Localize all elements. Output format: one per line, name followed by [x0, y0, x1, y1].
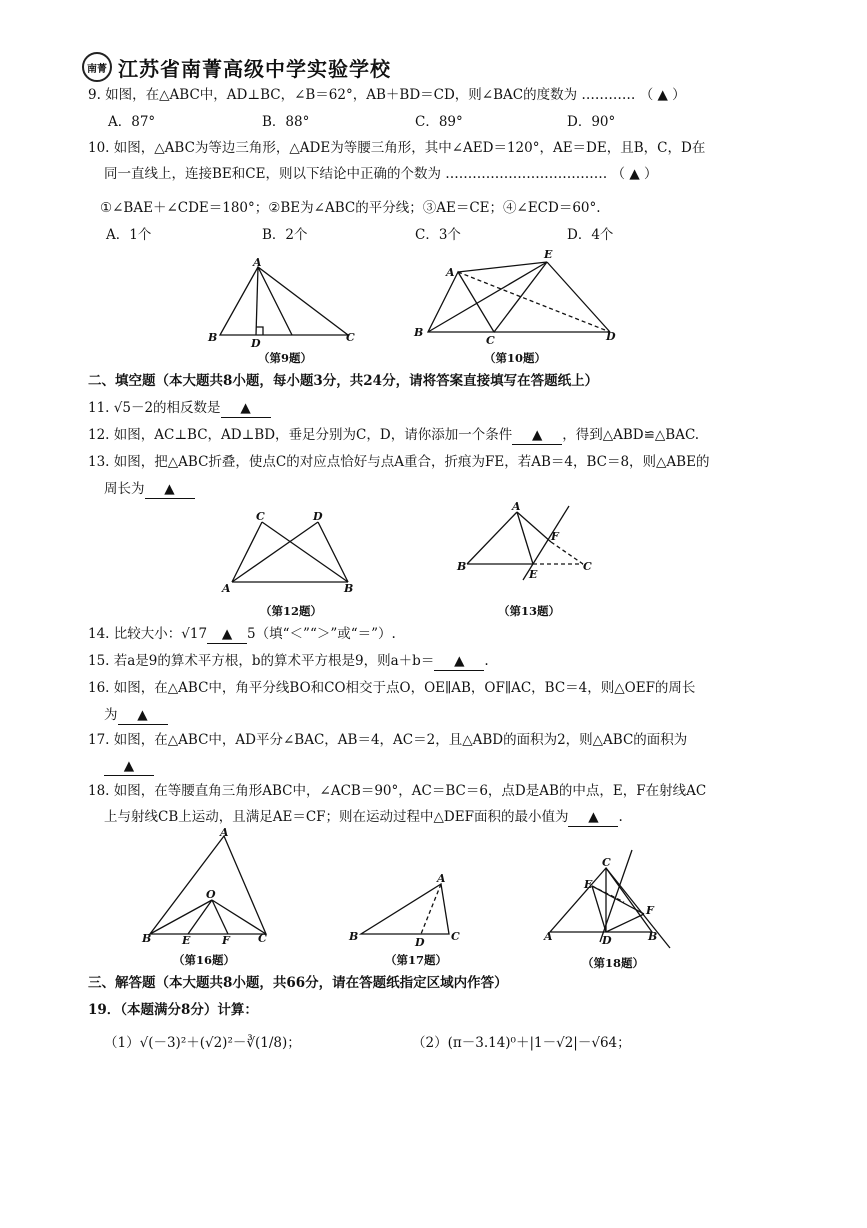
figure-17	[345, 872, 470, 947]
svg-text:E: E	[544, 248, 553, 261]
q18-stem-2: 上与射线CB上运动，且满足AE＝CF；则在运动过程中△DEF面积的最小值为	[104, 809, 569, 825]
section-2-heading: 二、填空题（本大题共8小题，每小题3分，共24分，请将答案直接填写在答题纸上）	[88, 373, 599, 389]
figure-17-caption: （第17题）	[385, 953, 448, 967]
q11-stem: 11. √5－2的相反数是	[88, 400, 221, 416]
svg-text:B: B	[208, 331, 218, 344]
figure-10	[410, 250, 620, 350]
q14-tail: 5（填“＜”“＞”或“＝”）.	[247, 626, 396, 642]
q12-answer-blank[interactable]: ▲	[512, 426, 562, 445]
svg-text:C: C	[451, 930, 460, 943]
q16-answer-blank[interactable]: ▲	[118, 706, 168, 725]
svg-text:A: A	[220, 826, 229, 839]
svg-text:F: F	[222, 934, 230, 947]
q13-stem: 13. 如图，把△ABC折叠，使点C的对应点恰好与点A重合，折痕为FE，若AB＝4，BC＝8，则△ABE的	[88, 454, 710, 470]
q19-part-1: （1）√(－3)²＋(√2)²－∛(1/8)；	[104, 1035, 301, 1051]
svg-text:A: A	[253, 256, 262, 269]
section-3-heading: 三、解答题（本大题共8小题，共66分，请在答题纸指定区域内作答）	[88, 975, 508, 991]
figure-12	[220, 510, 360, 595]
q13-answer-blank[interactable]: ▲	[145, 480, 195, 499]
svg-text:B: B	[414, 326, 424, 339]
svg-text:A: A	[437, 872, 446, 885]
figure-16-caption: （第16题）	[173, 953, 236, 967]
svg-text:B: B	[349, 930, 359, 943]
q16-line2	[104, 706, 168, 725]
svg-text:C: C	[583, 560, 592, 573]
figure-18	[540, 848, 680, 948]
q13-stem-2: 周长为	[104, 481, 145, 497]
q14	[88, 625, 396, 644]
svg-text:E: E	[584, 878, 593, 891]
svg-text:B: B	[344, 582, 354, 595]
svg-text:D: D	[602, 934, 612, 947]
q14-stem: 14. 比较大小：√17	[88, 626, 208, 642]
q9-option-a: A．87°	[108, 114, 156, 130]
svg-text:B: B	[648, 930, 658, 943]
svg-text:C: C	[602, 856, 611, 869]
q17-answer-blank[interactable]: ▲	[104, 757, 154, 776]
q15-answer-blank[interactable]: ▲	[434, 652, 484, 671]
school-logo-icon: 南菁	[82, 52, 112, 82]
svg-text:F: F	[646, 904, 654, 917]
svg-text:B: B	[457, 560, 467, 573]
school-name: 江苏省南菁高级中学实验学校	[118, 56, 391, 81]
q15-stem: 15. 若a是9的算术平方根，b的算术平方根是9，则a＋b＝	[88, 653, 435, 669]
svg-text:D: D	[606, 330, 616, 343]
q11	[88, 399, 271, 418]
q17-line2	[104, 757, 154, 776]
q16-stem: 16. 如图，在△ABC中，角平分线BO和CO相交于点O，OE∥AB，OF∥AC，BC＝4，则△OEF的周长	[88, 680, 696, 696]
svg-text:A: A	[512, 500, 521, 513]
figure-10-caption: （第10题）	[484, 351, 547, 365]
q15-tail: .	[484, 653, 489, 669]
q18-answer-blank[interactable]: ▲	[568, 808, 618, 827]
svg-text:C: C	[486, 334, 495, 347]
q14-answer-blank[interactable]: ▲	[207, 625, 247, 644]
svg-text:E: E	[182, 934, 191, 947]
q12-stem: 12. 如图，AC⊥BC，AD⊥BD，垂足分别为C，D，请你添加一个条件	[88, 427, 513, 443]
q10-option-c: C．3个	[415, 227, 461, 243]
svg-text:E: E	[529, 568, 538, 581]
q10-option-b: B．2个	[262, 227, 308, 243]
q18-line2	[104, 808, 623, 827]
figure-13-caption: （第13题）	[498, 604, 561, 618]
svg-text:C: C	[346, 331, 355, 344]
q19-part-2: （2）(π－3.14)⁰＋|1－√2|－√64；	[412, 1035, 631, 1051]
q9-option-b: B．88°	[262, 114, 310, 130]
svg-text:A: A	[222, 582, 231, 595]
q15	[88, 652, 489, 671]
svg-text:D: D	[415, 936, 425, 949]
svg-text:C: C	[258, 932, 267, 945]
svg-text:D: D	[313, 510, 323, 523]
svg-text:D: D	[251, 337, 261, 350]
q12	[88, 426, 699, 445]
svg-text:O: O	[206, 888, 216, 901]
q16-stem-2: 为	[104, 707, 118, 723]
q13-line2	[104, 480, 195, 499]
svg-text:A: A	[446, 266, 455, 279]
school-header	[82, 52, 391, 82]
q10-statements: ①∠BAE＋∠CDE＝180°；②BE为∠ABC的平分线；③AE＝CE；④∠ECD＝60°.	[100, 200, 601, 216]
q10-stem: 10. 如图，△ABC为等边三角形，△ADE为等腰三角形，其中∠AED＝120°，AE＝DE，且B，C，D在	[88, 140, 706, 156]
figure-18-caption: （第18题）	[582, 956, 645, 970]
q17-stem: 17. 如图，在△ABC中，AD平分∠BAC，AB＝4，AC＝2，且△ABD的面积为2，则△ABC的面积为	[88, 732, 688, 748]
q18-stem: 18. 如图，在等腰直角三角形ABC中，∠ACB＝90°，AC＝BC＝6，点D是AB的中点，E，F在射线AC	[88, 783, 707, 799]
svg-text:C: C	[256, 510, 265, 523]
figure-12-caption: （第12题）	[260, 604, 323, 618]
q9-option-d: D．90°	[567, 114, 616, 130]
svg-text:A: A	[544, 930, 553, 943]
q18-tail: .	[618, 809, 623, 825]
figure-9-caption: （第9题）	[258, 351, 313, 365]
q10-option-d: D．4个	[567, 227, 614, 243]
svg-text:B: B	[142, 932, 152, 945]
q9-option-c: C．89°	[415, 114, 463, 130]
q9-stem: 9. 如图，在△ABC中，AD⊥BC，∠B＝62°，AB＋BD＝CD，则∠BAC的度数为 ………… （ ▲ ）	[88, 87, 686, 103]
q19-stem: 19．（本题满分8分）计算：	[88, 1002, 258, 1018]
svg-text:F: F	[551, 530, 559, 543]
q10-stem-2: 同一直线上，连接BE和CE，则以下结论中正确的个数为 ……………………………… （ ▲ ）	[104, 166, 658, 182]
q12-tail: ，得到△ABD≌△BAC.	[562, 427, 700, 443]
q11-answer-blank[interactable]: ▲	[221, 399, 271, 418]
figure-13	[455, 500, 605, 585]
q10-option-a: A．1个	[106, 227, 152, 243]
figure-16	[140, 826, 280, 947]
figure-9	[200, 255, 370, 355]
